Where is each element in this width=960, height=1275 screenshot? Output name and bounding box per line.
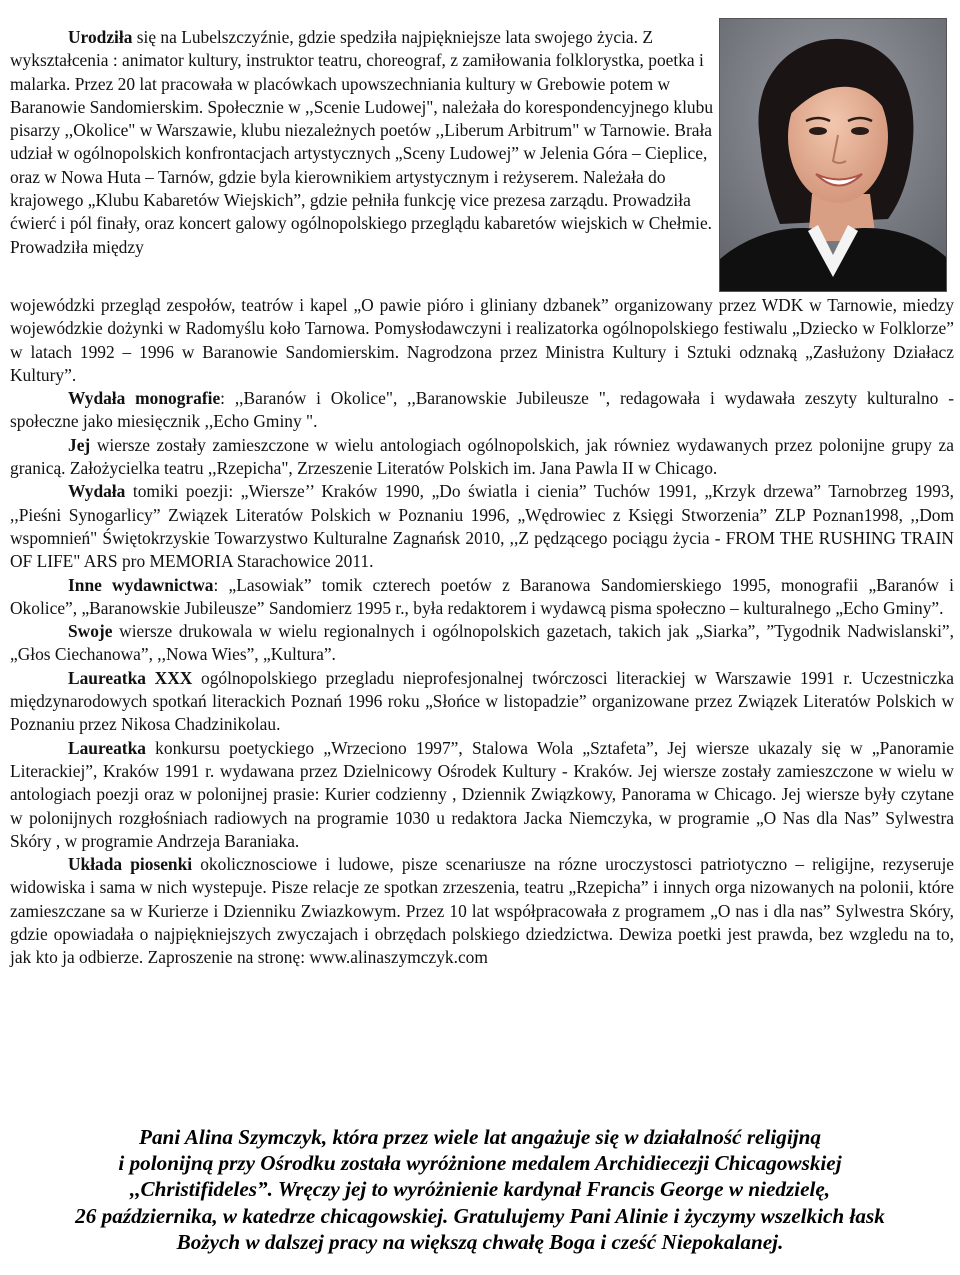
paragraph-text: okolicznosciowe i ludowe, pisze scenariusze na rózne uroczystosci patriotyczno – religijne, rezyseruje widowiska i sama w nich wystepuje. Pisze relacje ze spotkan zrzeszenia, teatru „Rzepicha” i innych orga nizowanych na polonii, które zamieszczane sa w Kurierze i Dzienniku Zwiazkowym. Przez 10 lat współpracowała z programem „O nas i dla nas” Sylwestra Skóry, gdzie opowiadała o najpiękniejszych zwyczajach i obrzędach polskiego dziedzictwa. Dewiza poetki jest prawda, bez wzgledu na to, jak kto ja odbierze. Zaproszenie na stronę: www.alinaszymczyk.com [10, 854, 954, 968]
paragraph-lead: Laureatka XXX [68, 667, 193, 688]
intro-paragraph [10, 26, 716, 259]
paragraph-festivals [10, 294, 954, 387]
award-line: Pani Alina Szymczyk, która przez wiele lat angażuje się w działalność religijną [139, 1125, 821, 1149]
award-line: i polonijną przy Ośrodku została wyróżnione medalem Archidiecezji Chicagowskiej [118, 1151, 842, 1176]
paragraph-songs [10, 853, 954, 969]
intro-lead: Urodziła [68, 27, 133, 47]
paragraph-lead: Wydała [68, 481, 126, 502]
paragraph-laureate-1997 [10, 737, 954, 853]
paragraph-text: tomiki poezji: „Wiersze’’ Kraków 1990, „Do światla i cienia” Tuchów 1991, „Krzyk drzewa” Tarnobrzeg 1993, ,,Pieśni Synogarlicy” Związek Literatów Polskich w Poznaniu 1996, „Wędrowiec z Księgi Stworzenia” ZLP Poznan1998, ,,Dom wspomnień" Świętokrzyskie Towarzystwo Kulturalne Zagnańsk 2010, ,,Z pędzącego pociągu życia - FROM THE RUSHING TRAIN OF LIFE" ARS pro MEMORIA Starachowice 2011. [10, 481, 954, 572]
biography-body [10, 294, 954, 970]
paragraph-newspapers [10, 620, 954, 667]
paragraph-text: : ,,Baranów i Okolice", ,,Baranowskie Jubileusze ", redagowała i wydawała zeszyty kulturalno - społeczne jako miesięcznik ,,Echo Gminy ". [10, 388, 954, 432]
award-line: Bożych w dalszej pracy na większą chwałę Boga i cześć Niepokalanej. [176, 1229, 784, 1254]
portrait-photo [719, 18, 947, 292]
portrait-illustration [720, 19, 946, 291]
paragraph-lead: Laureatka [68, 737, 146, 758]
paragraph-text: wojewódzki przegląd zespołów, teatrów i kapel „O pawie pióro i gliniany dzbanek” organizowany przez WDK w Tarnowie, miedzy wojewódzkie dożynki w Radomyślu koło Tarnowa. Pomysłodawczyni i realizatorka ogólnopolskiego festiwalu „Dziecko w Folklorze” w latach 1992 – 1996 w Baranowie Sandomierskim. Nagrodzona przez Ministra Kultury i Sztuki odznaką „Zasłużony Działacz Kultury”. [10, 295, 954, 385]
award-announcement [0, 1124, 960, 1255]
paragraph-text: wiersze zostały zamieszczone w wielu antologiach ogólnopolskich, jak równiez wydawanych przez polonijne grupy za granicą. Założycielka teatru ,,Rzepicha", Zrzeszenie Literatów Polskich im. Jana Pawla II w Chicago. [10, 434, 954, 479]
paragraph-lead: Wydała monografie [68, 388, 221, 409]
paragraph-lead: Jej [68, 434, 91, 455]
paragraph-text: konkursu poetyckiego „Wrzeciono 1997”, Stalowa Wola „Sztafeta”, Jej wiersze ukazaly się w „Panoramie Literackiej”, Kraków 1991 r. wydawana przez Dzielnicowy Ośrodek Kultury - Kraków. Jej wiersze zostały zamieszczone w wielu w antologiach poezji oraz w polonijnej prasie: Kurier codzienny , Dziennik Związkowy, Panorama w Chicago. Jej wiersze były czytane w polonijnych rozgłośniach radiowych na programie 1030 u redaktora Jacka Niemczyka, w programie „O Nas dla Nas” Sylwestra Skóry , w programie Andrzeja Baraniaka. [10, 737, 954, 851]
paragraph-anthologies [10, 434, 954, 481]
paragraph-lead: Swoje [68, 621, 113, 642]
award-line: 26 października, w katedrze chicagowskiej. Gratulujemy Pani Alinie i życzymy wszelkich łask [75, 1203, 885, 1228]
paragraph-text: wiersze drukowala w wielu regionalnych i ogólnopolskich gazetach, takich jak „Siarka”, ”Tygodnik Nadwislanski”, „Głos Ciechanowa”, ,,Nowa Wies”, „Kultura”. [10, 621, 954, 665]
paragraph-text: ogólnopolskiego przegladu nieprofesjonalnej twórczosci literackiej w Warszawie 1991 r. Uczestniczka międzynarodowych spotkań literackich Poznań 1996 roku „Słońce w listopadzie” organizowane przez Związek Literatów Polskich w Poznaniu przez Nikosa Chadzinikolau. [10, 667, 954, 735]
intro-text: się na Lubelszczyźnie, gdzie spedziła najpiękniejsze lata swojego życia. Z wykształcenia : animator kultury, instruktor teatru, choreograf, z zamiłowania folklorystka, poetka i malarka. Przez 20 lat pracowała w placówkach upowszechniania kultury w Grebowie potem w Baranowie Sandomierskim. Społecznie w ,,Scenie Ludowej", należała do korespondencyjnego klubu pisarzy ,,Okolice" w Warszawie, klubu niezależnych poetów ,,Liberum Arbitrum" w Tarnowie. Brała udział w ogólnopolskich konfrontacjach artystycznych „Sceny Ludowej” w Jelenia Góra – Cieplice, oraz w Nowa Huta – Tarnów, gdzie byla kierownikiem artystycznym i reżyserem. Należała do krajowego „Klubu Kabaretów Wiejskich”, gdzie pełniła funkcję vice prezesa zarządu. Prowadziła ćwierć i pól finały, oraz koncert galowy ogólnopolskiego przeglądu kabaretów wiejskich w Chełmie. Prowadziła między [10, 27, 714, 257]
paragraph-other-publications [10, 574, 954, 621]
paragraph-lead: Układa piosenki [68, 854, 193, 875]
paragraph-poetry-volumes [10, 480, 954, 573]
paragraph-lead: Inne wydawnictwa [68, 574, 214, 595]
paragraph-text: : „Lasowiak” tomik czterech poetów z Baranowa Sandomierskiego 1995, monografii „Baranów i Okolice”, „Baranowskie Jubileusze” Sandomierz 1995 r., była redaktorem i wydawcą pisma społeczno – kulturalnego „Echo Gminy”. [10, 574, 954, 618]
paragraph-monographs [10, 387, 954, 434]
award-line: ,,Christifideles”. Wręczy jej to wyróżnienie kardynał Francis George w niedzielę, [129, 1177, 831, 1202]
paragraph-laureate-1991 [10, 667, 954, 737]
